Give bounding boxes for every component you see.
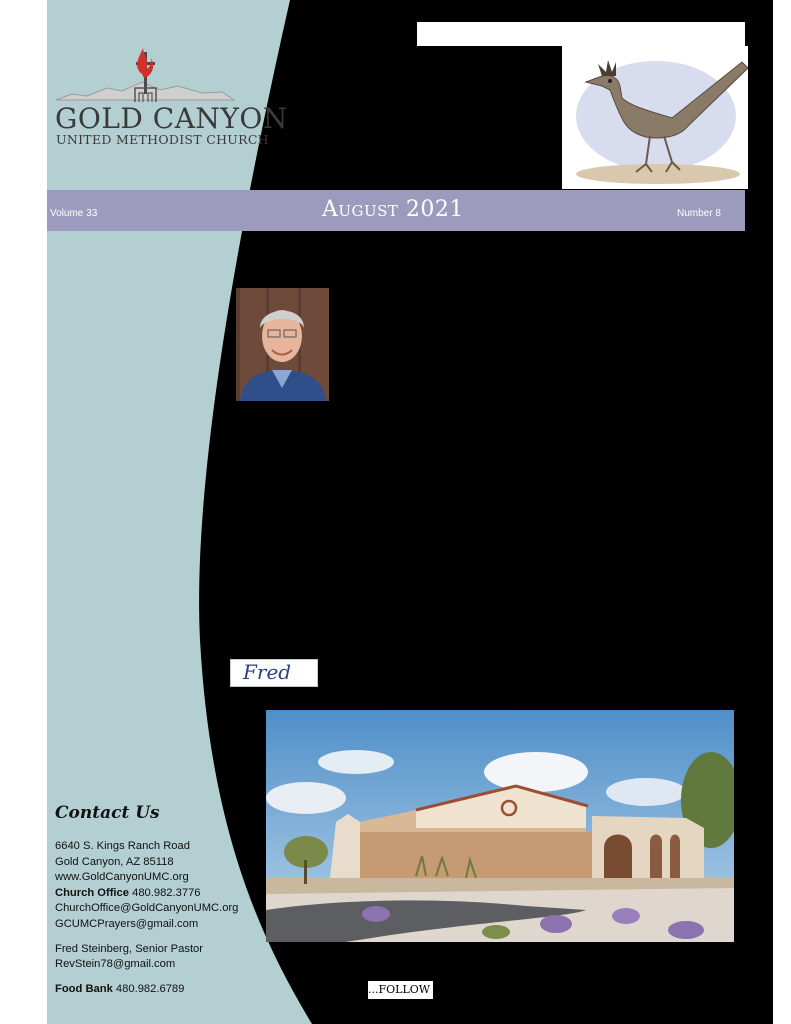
follow-continuation: ...FOLLOW <box>368 981 433 999</box>
office-phone-line <box>55 886 265 902</box>
food-bank-phone[interactable]: 480.982.6789 <box>115 982 185 995</box>
office-phone[interactable]: 480.982.3776 <box>132 886 201 899</box>
issue-number: Number 8 <box>677 208 721 219</box>
food-bank-line <box>55 982 265 998</box>
contact-section <box>55 803 265 997</box>
food-bank-label: Food Bank <box>55 982 113 995</box>
office-email[interactable]: ChurchOffice@GoldCanyonUMC.org <box>55 902 239 915</box>
address-line-1: 6640 S. Kings Ranch Road <box>55 840 190 852</box>
issue-month: August 2021 <box>322 197 464 222</box>
volume-label: Volume 33 <box>50 208 98 219</box>
logo-church-name: GOLD CANYON <box>55 102 288 135</box>
contact-heading: Contact Us <box>55 803 160 823</box>
pastor-photo <box>236 288 329 401</box>
logo-subtitle: UNITED METHODIST CHURCH <box>56 132 269 147</box>
header-white-box <box>417 22 745 46</box>
prayer-email[interactable]: GCUMCPrayers@gmail.com <box>55 917 199 930</box>
address-line-2: Gold Canyon, AZ 85118 <box>55 855 174 868</box>
church-building-rendering <box>266 710 734 942</box>
pastor-signature <box>230 659 318 687</box>
signature-text: Fred <box>243 660 292 684</box>
website-link[interactable]: www.GoldCanyonUMC.org <box>55 871 189 884</box>
roadrunner-image <box>562 46 748 189</box>
pastor-email[interactable]: RevStein78@gmail.com <box>55 958 176 971</box>
pastor-name: Fred Steinberg, Senior Pastor <box>55 942 203 955</box>
office-label: Church Office <box>55 886 129 899</box>
